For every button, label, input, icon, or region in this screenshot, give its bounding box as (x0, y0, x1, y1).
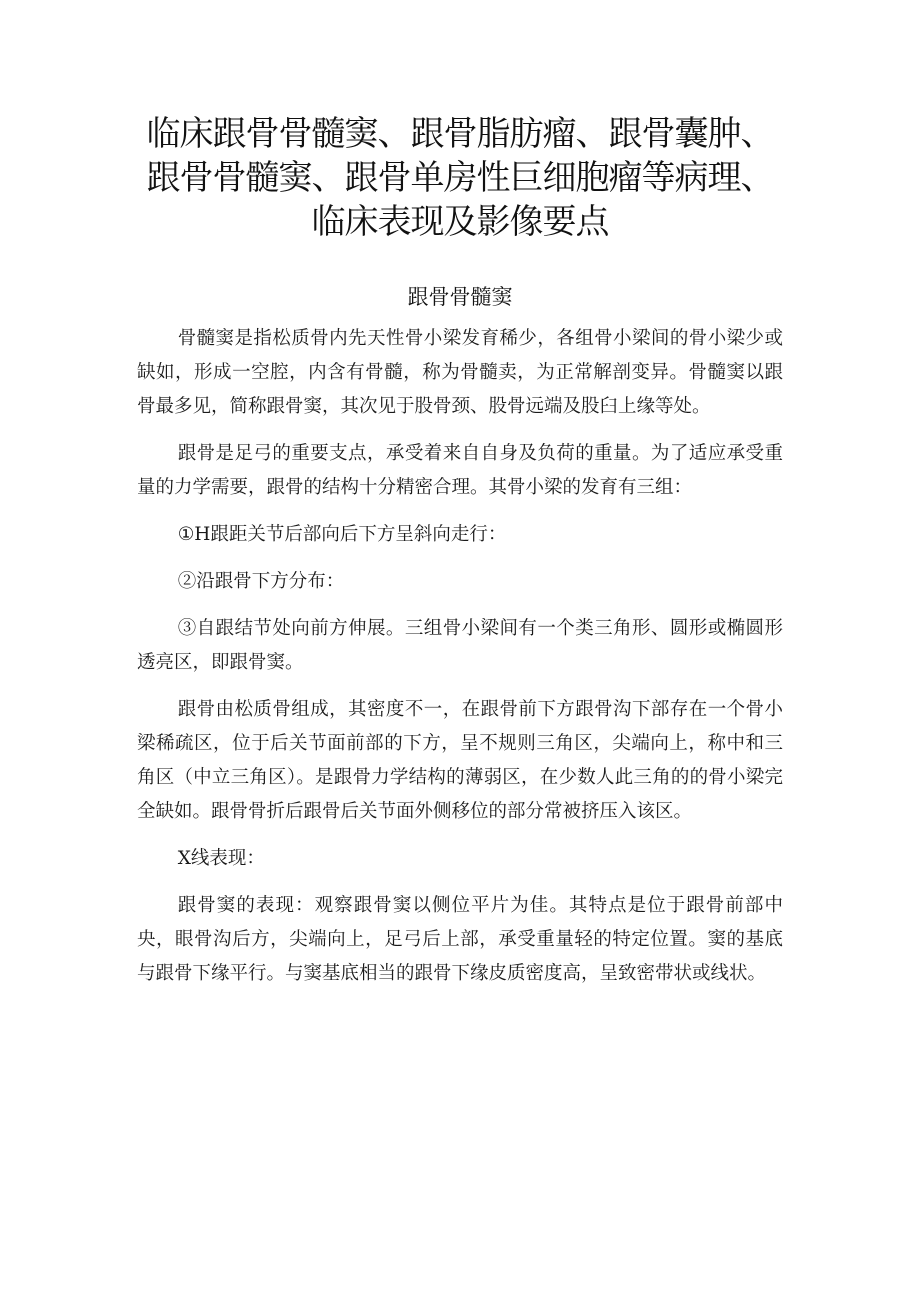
title-line-3: 临床表现及影像要点 (311, 202, 609, 242)
body-text (137, 322, 783, 1004)
paragraph: ②沿跟骨下方分布： (177, 571, 345, 592)
paragraph: 跟骨是足弓的重要支点，承受着来自自身及负荷的重量。为了适应承受重量的力学需要，跟骨的结构十分精密合理。其骨小梁的发育有三组： (137, 443, 783, 498)
paragraph: 跟骨窦的表现：观察跟骨窦以侧位平片为佳。其特点是位于跟骨前部中央，眼骨沟后方，尖端向上，足弓后上部，承受重量轻的特定位置。窦的基底与跟骨下缘平行。与窦基底相当的跟骨下缘皮质密度高，呈致密带状或线状。 (137, 895, 783, 984)
paragraph: 跟骨由松质骨组成，其密度不一，在跟骨前下方跟骨沟下部存在一个骨小梁稀疏区，位于后关节面前部的下方，呈不规则三角区，尖端向上，称中和三角区（中立三角区）。是跟骨力学结构的薄弱区，在少数人此三角的的骨小梁完全缺如。跟骨骨折后跟骨后关节面外侧移位的部分常被挤压入该区。 (137, 699, 783, 822)
title-line-2: 跟骨骨髓窦、跟骨单房性巨细胞瘤等病理、 (146, 158, 774, 198)
title-line-1: 临床跟骨骨髓窦、跟骨脂肪瘤、跟骨囊肿、 (146, 114, 774, 154)
document-title (100, 112, 820, 244)
section-heading: 跟骨骨髓窦 (407, 285, 513, 309)
paragraph: ①H跟距关节后部向后下方呈斜向走行： (177, 524, 507, 545)
paragraph: 骨髓窦是指松质骨内先天性骨小梁发育稀少，各组骨小梁间的骨小梁少或缺如，形成一空腔，内含有骨髓，称为骨髓卖，为正常解剖变异。骨髓窦以跟骨最多见，简称跟骨窦，其次见于股骨颈、股骨远端及股臼上缘等处。 (137, 328, 783, 417)
paragraph: ③自跟结节处向前方伸展。三组骨小梁间有一个类三角形、圆形或椭圆形透亮区，即跟骨窦。 (137, 618, 783, 673)
paragraph: X线表现： (177, 848, 265, 869)
